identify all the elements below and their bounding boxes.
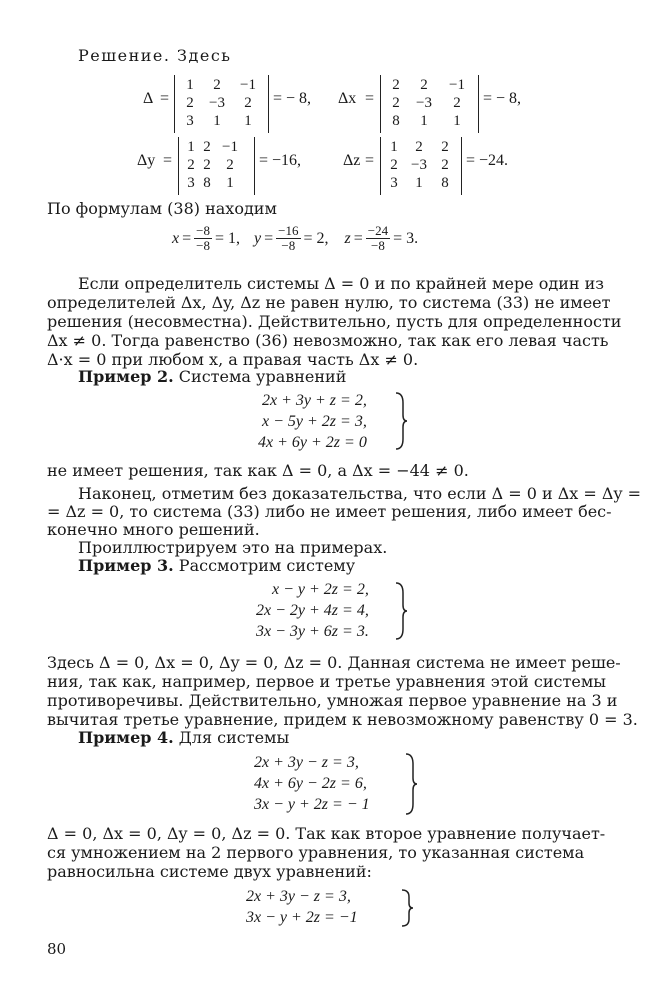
para4-line: вычитая третье уравнение, придем к невозможному равенству 0 = 3. (47, 710, 638, 729)
para4-line: ния, так как, например, первое и третье уравнения этой системы (47, 672, 607, 691)
det-dx-value: = − 8, (483, 90, 522, 107)
para4-line: Здесь Δ = 0, Δx = 0, Δy = 0, Δz = 0. Данная система не имеет реше- (47, 653, 621, 672)
para4-line: противоречивы. Действительно, умножая первое уравнение на 3 и (47, 691, 618, 710)
example-3-system: x − y + 2z = 2, 2x − 2y + 4z = 4, 3x − 3y + 6z = 3. (256, 581, 369, 640)
det-d-value: = − 8, (273, 90, 312, 107)
det-bar (174, 75, 175, 133)
example-2-conclusion: не имеет решения, так как Δ = 0, а Δx = −44 ≠ 0. (47, 461, 469, 480)
equals-sign: = (365, 90, 375, 107)
equals-sign: = (160, 90, 170, 107)
det-dx-label: Δx (338, 90, 357, 107)
para3-line: Проиллюстрируем это на примерах. (78, 538, 388, 557)
para5-line: ся умножением на 2 первого уравнения, то указанная система (47, 843, 585, 862)
para1-line: решения (несовместна). Действительно, пусть для определенности (47, 312, 622, 331)
para5-line: равносильна системе двух уравнений: (47, 862, 372, 881)
det-bar (268, 75, 269, 133)
right-brace (394, 391, 408, 455)
example-4-system: 2x + 3y − z = 3, 4x + 6y − 2z = 6, 3x − y + 2z = − 1 (254, 754, 370, 813)
para2-line: = Δz = 0, то система (33) либо не имеет решения, либо имеет бес- (47, 502, 612, 521)
para1-line: Δx ≠ 0. Тогда равенство (36) невозможно, так как его левая часть (47, 331, 609, 350)
det-bar (478, 75, 479, 133)
page-number: 80 (47, 940, 67, 958)
det-dz-label: Δz (343, 152, 361, 169)
right-brace (404, 752, 418, 820)
det-bar (178, 137, 179, 195)
det-bar (254, 137, 255, 195)
det-dy-label: Δy (137, 152, 156, 169)
example-2-system: 2x + 3y + z = 2, x − 5y + 2z = 3, 4x + 6y + 2z = 0 (258, 392, 367, 451)
solution-heading: Решение. Здесь (78, 46, 232, 65)
para1-line: Δ·x = 0 при любом x, а правая часть Δx ≠ 0. (47, 350, 419, 369)
para2-line: Наконец, отметим без доказательства, что если Δ = 0 и Δx = Δy = (78, 484, 641, 503)
equals-sign: = (365, 152, 375, 169)
example-4-heading: Пример 4. Для системы (78, 728, 290, 747)
det-bar (380, 137, 381, 195)
example-2-heading: Пример 2. Система уравнений (78, 367, 347, 386)
example-3-heading: Пример 3. Рассмотрим систему (78, 556, 356, 575)
formulas-line: По формулам (38) находим (47, 199, 277, 218)
solution-formula: x = $\frac{-8}{-8}$ = 1, y = $\frac{-16}{-8}$ = 2, z = $\frac{-24}{-8}$ = 3. (172, 223, 419, 253)
det-bar (380, 75, 381, 133)
det-bar (461, 137, 462, 195)
det-d-label: Δ (143, 90, 154, 107)
para2-line: конечно много решений. (47, 520, 260, 539)
equals-sign: = (163, 152, 173, 169)
para1-line: определителей Δx, Δy, Δz не равен нулю, то система (33) не имеет (47, 293, 611, 312)
det-d-grid: 1 2 −1 2 −3 2 3 1 1 (186, 77, 256, 129)
final-system: 2x + 3y − z = 3, 3x − y + 2z = −1 (246, 888, 358, 926)
right-brace (400, 888, 414, 932)
det-dz-grid: 1 2 2 2 −3 2 3 1 8 (390, 139, 449, 191)
det-dy-value: = −16, (259, 152, 302, 169)
para5-line: Δ = 0, Δx = 0, Δy = 0, Δz = 0. Так как второе уравнение получает- (47, 824, 606, 843)
right-brace (394, 581, 408, 645)
det-dz-value: = −24. (466, 152, 509, 169)
det-dx-grid: 2 2 −1 2 −3 2 8 1 1 (392, 77, 465, 129)
det-dy-grid: 1 2 −1 2 2 2 3 8 1 (187, 139, 238, 191)
para1-line: Если определитель системы Δ = 0 и по крайней мере один из (78, 274, 605, 293)
